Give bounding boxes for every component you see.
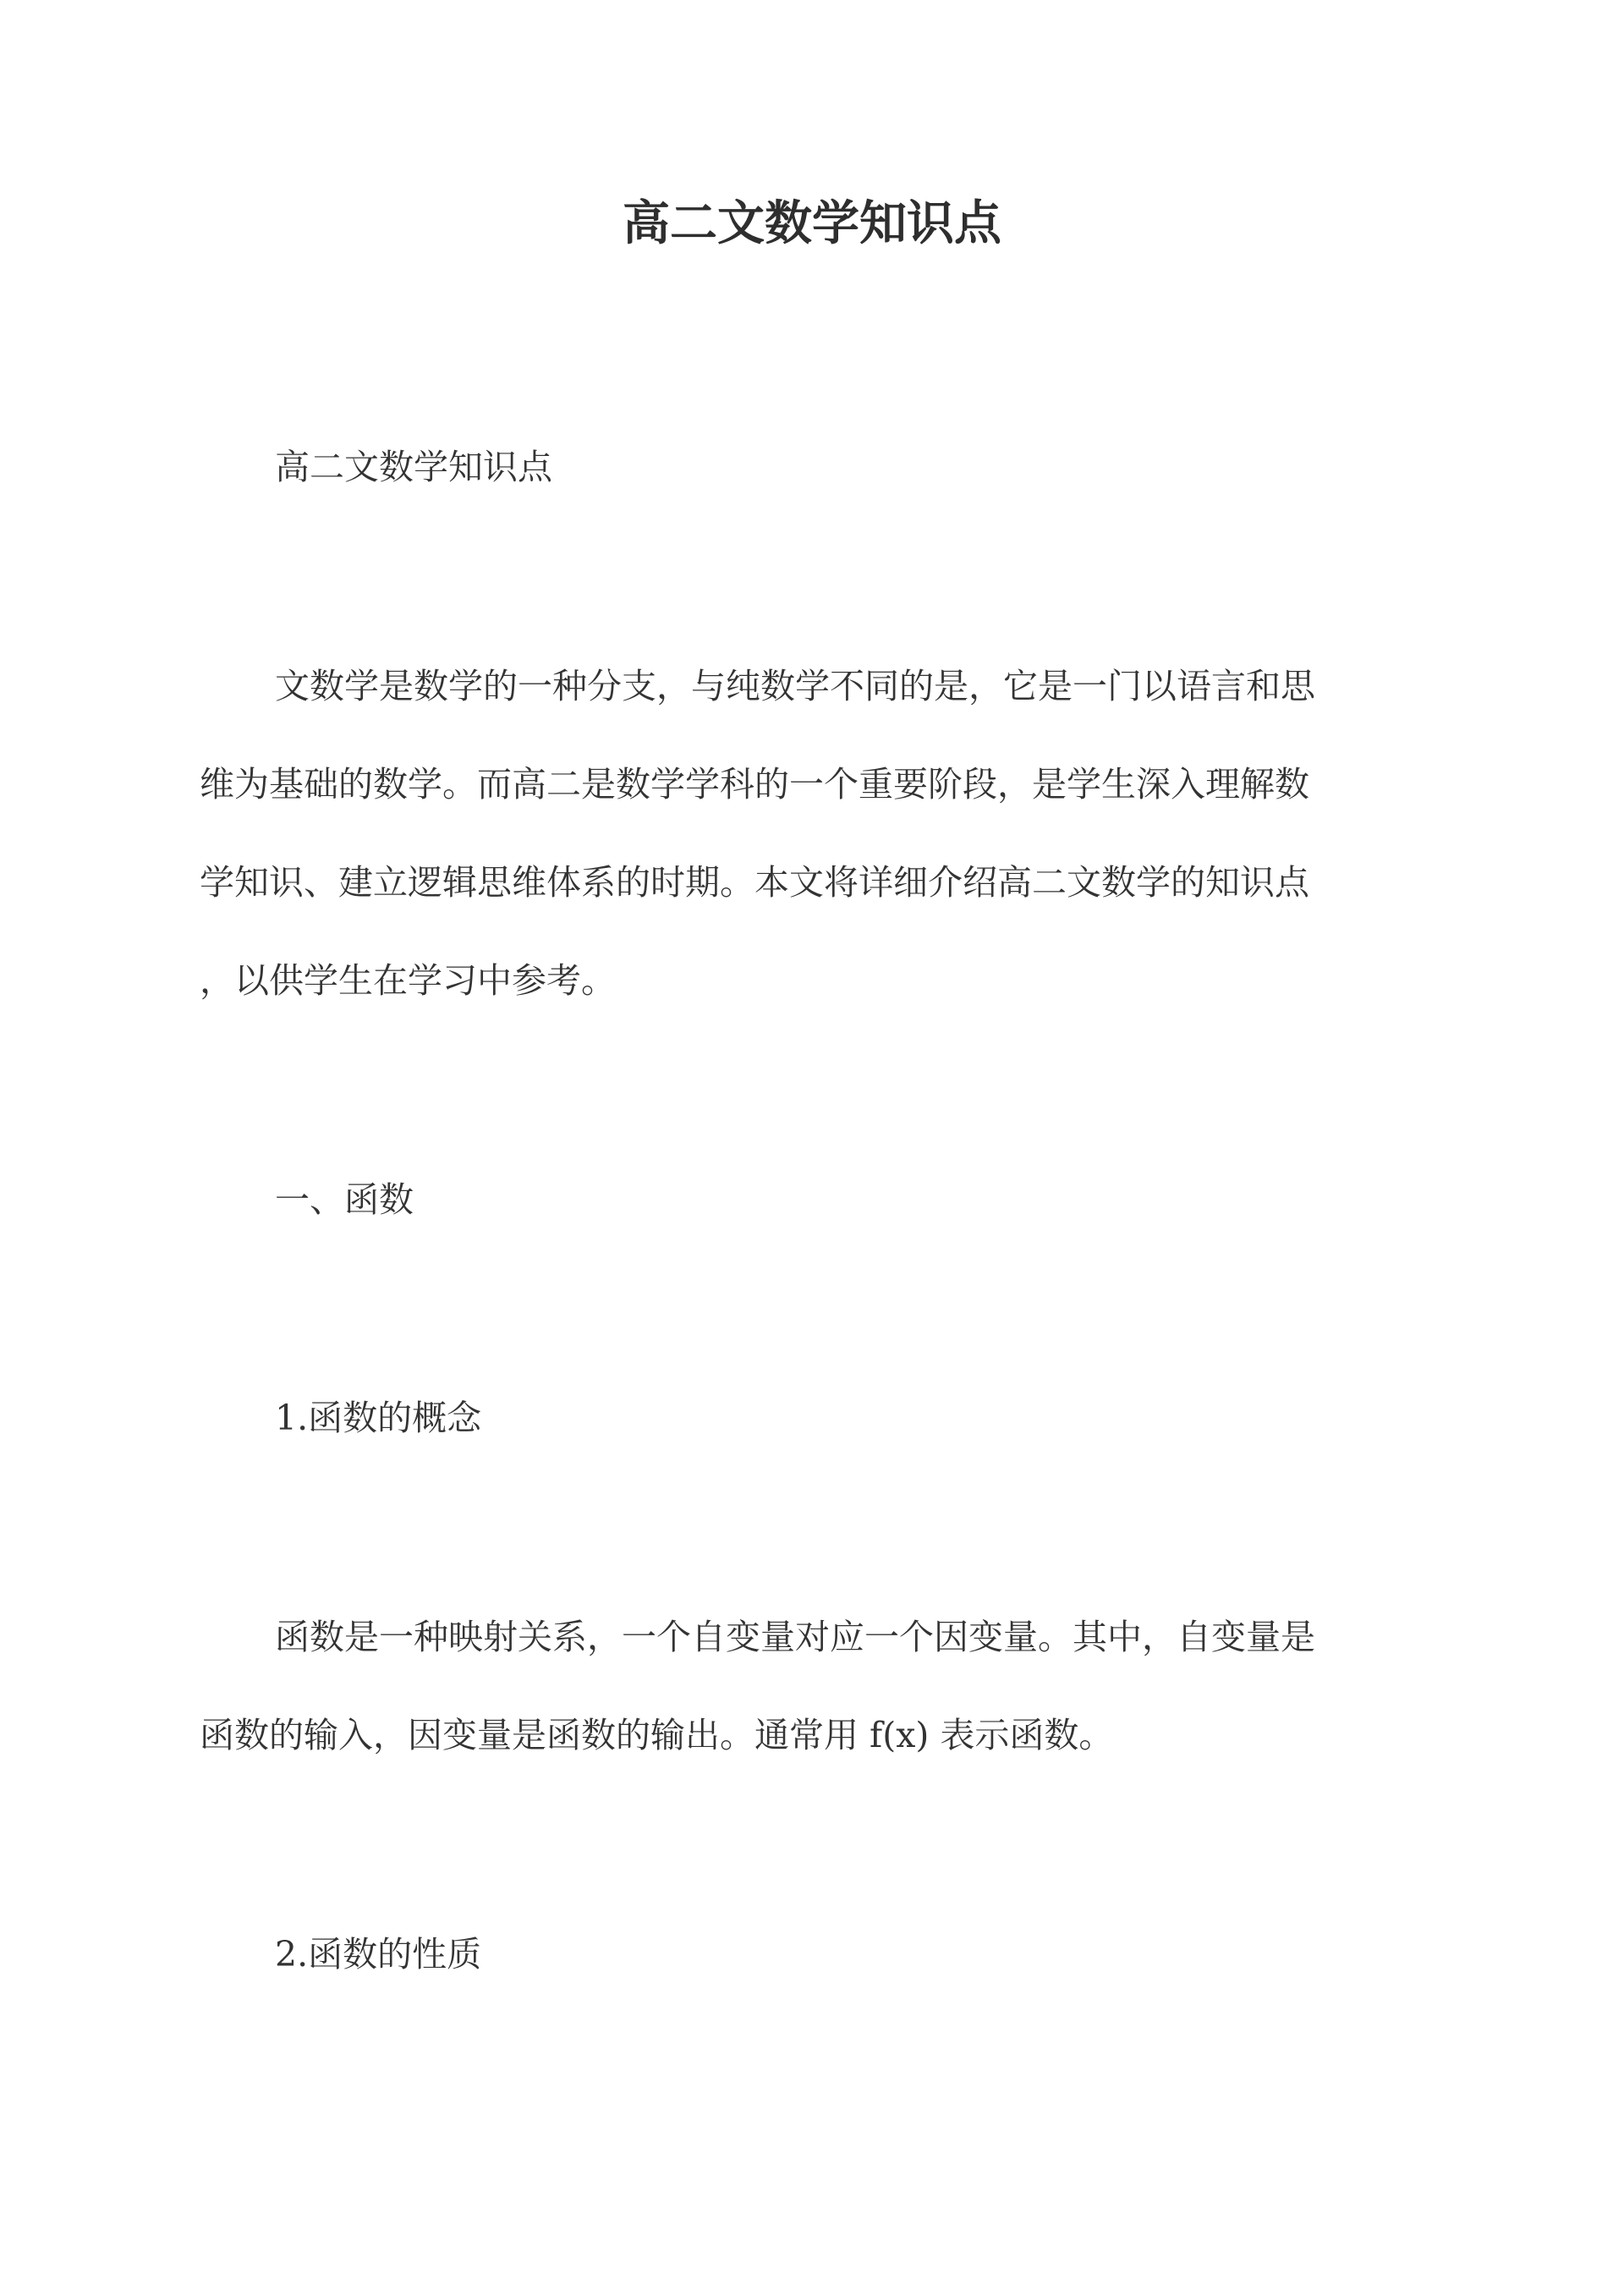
concept-line-1: 函数是一种映射关系，一个自变量对应一个因变量。其中，自变量是 xyxy=(275,1617,1315,1657)
intro-line-3: 学知识、建立逻辑思维体系的时期。本文将详细介绍高二文数学的知识点 xyxy=(200,862,1309,903)
subsection-heading-properties: 2.函数的性质 xyxy=(275,1934,482,1975)
document-subtitle: 高二文数学知识点 xyxy=(275,447,552,487)
concept-line-2: 函数的输入，因变量是函数的输出。通常用 f(x) 表示函数。 xyxy=(200,1715,1114,1755)
subsection-heading-concept: 1.函数的概念 xyxy=(275,1398,482,1438)
section-heading-functions: 一、函数 xyxy=(275,1179,414,1220)
intro-line-4: ，以供学生在学习中参考。 xyxy=(200,960,616,1001)
intro-line-2: 维为基础的数学。而高二是数学学科的一个重要阶段，是学生深入理解数 xyxy=(200,764,1309,805)
document-title: 高二文数学知识点 xyxy=(623,195,1001,251)
intro-line-1: 文数学是数学的一种分支，与纯数学不同的是，它是一门以语言和思 xyxy=(275,666,1315,706)
